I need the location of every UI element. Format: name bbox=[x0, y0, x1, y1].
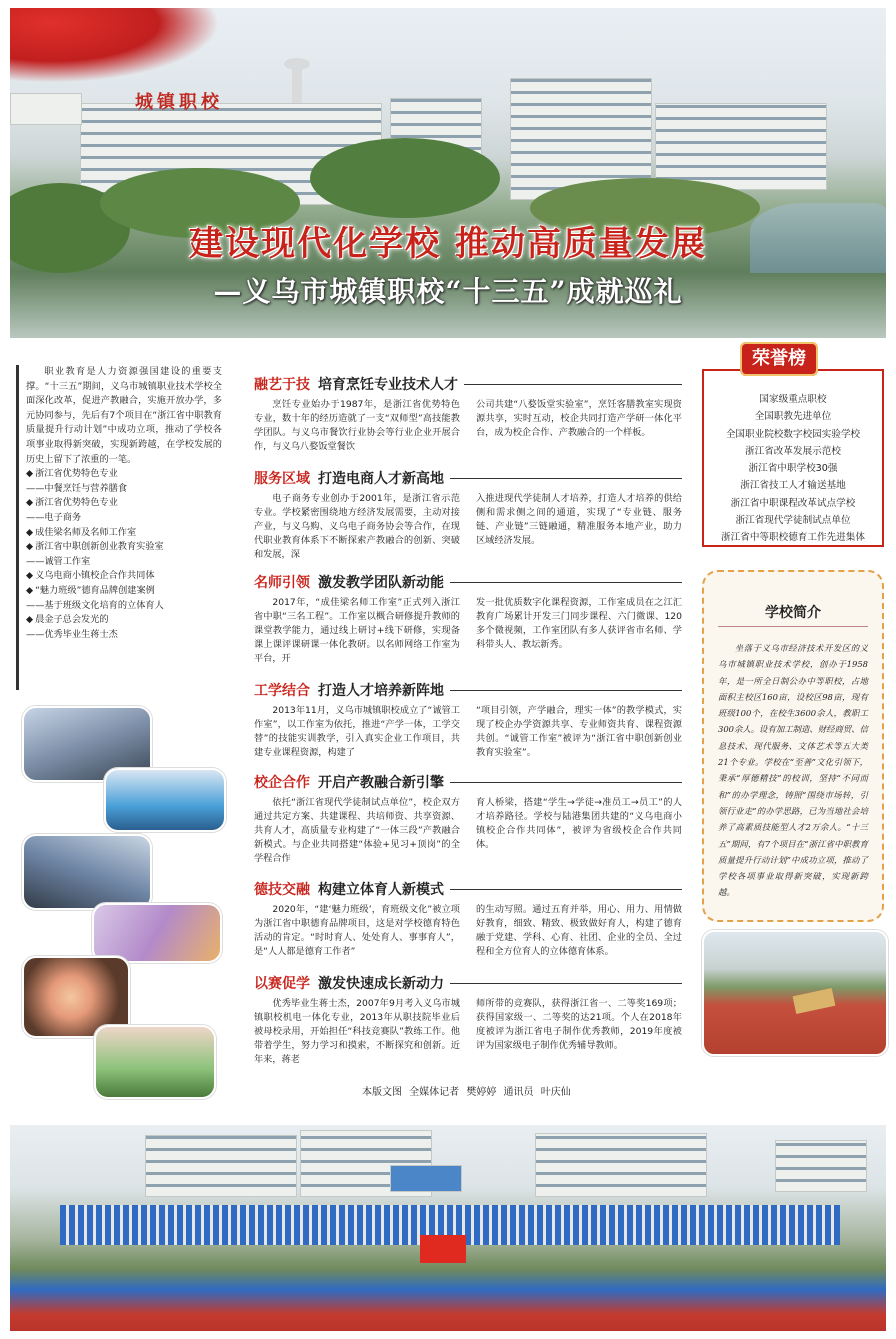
school-intro-title: 学校简介 bbox=[765, 605, 821, 621]
section-rule bbox=[450, 983, 682, 984]
list-item: ◆ “魅力班级”德育品牌创建案例 bbox=[26, 584, 222, 599]
section-heading: 构建立体育人新模式 bbox=[318, 882, 444, 898]
section-title bbox=[254, 973, 444, 993]
section-text: 电子商务专业创办于2001年，是浙江省示范专业。学校紧密围绕地方经济发展需要，主动对接产业，与义乌购、义乌电子商务协会等合作，在现代职业教育体系下不断探索产教融合的创新、突破和发展，深 bbox=[254, 493, 460, 561]
section-keyword: 名师引领 bbox=[254, 575, 310, 591]
section-text: 公司共建“八婺饭堂实验室”，烹饪客膳教室实现资源共享，实时互动，校企共同打造产学研一体化平台，成为校企合作、产教融合的一个样板。 bbox=[476, 399, 682, 439]
honor-item: 全国职教先进单位 bbox=[754, 411, 832, 423]
tree-cluster bbox=[310, 138, 500, 218]
list-item: —— 中餐烹饪与营养膳食 bbox=[26, 482, 222, 497]
honor-badge: 荣誉榜 bbox=[740, 342, 818, 376]
section-heading: 打造人才培养新阵地 bbox=[318, 683, 444, 699]
bottom-panorama-photo bbox=[10, 1125, 886, 1331]
intro-paragraph: 职业教育是人力资源强国建设的重要支撑。“十三五”期间，义乌市城镇职业技术学校全面深化改革，促进产教融合，实施开放办学，多元协同参与，先后有7个项目在“浙江省中职教育质量提升行动计划”中成功立项，推动了学校各项事业取得新突破，实现新跨越，在学校发展的历史上留下了浓重的一笔。 bbox=[26, 366, 222, 465]
section-rule bbox=[450, 582, 682, 583]
list-item: —— 优秀毕业生蒋士杰 bbox=[26, 628, 222, 643]
school-intro-box bbox=[702, 570, 884, 922]
honor-item: 浙江省中职学校30强 bbox=[748, 463, 838, 475]
school-building bbox=[775, 1140, 867, 1192]
section-competition bbox=[254, 972, 682, 1067]
school-building bbox=[535, 1133, 707, 1197]
section-text: 入推进现代学徒制人才培养，打造人才培养的供给侧和需求侧之间的通道，实现了“专业链、服务链、产业链”三链融通，精准服务本地产业，助力区域经济发展。 bbox=[476, 493, 682, 547]
section-cuisine bbox=[254, 373, 682, 454]
section-text: 发一批优质数字化课程资源，工作室成员在之江汇教育广场累计开发三门同步课程、六门微课、120多个微视频，工作室团队有多人获评省市名师、学科带头人、教坛新秀。 bbox=[476, 597, 682, 651]
honor-item: 浙江省技工人才输送基地 bbox=[740, 480, 846, 492]
section-heading: 激发快速成长新动力 bbox=[318, 976, 444, 992]
photo-cooking bbox=[94, 1025, 216, 1099]
section-rule bbox=[450, 478, 682, 479]
section-text: 2013年11月，义乌市城镇职校成立了“诚管工作室”，以工作室为依托，推进“产学一体，工学交替”的技能实训教学，引入真实企业工作项目，共建专业课程资源，构建了 bbox=[254, 705, 460, 759]
hero-banner-photo bbox=[10, 8, 886, 338]
section-industry bbox=[254, 771, 682, 866]
list-item: —— 诚管工作室 bbox=[26, 555, 222, 570]
section-text: 烹饪专业始办于1987年，是浙江省优势特色专业，数十年的经历造就了一支“双师型”高技能教学团队。与义乌市餐饮行业协会等行业企业开展合作，与义乌八婺饭堂餐饮 bbox=[254, 399, 460, 453]
section-title bbox=[254, 468, 444, 488]
national-flag bbox=[420, 1235, 466, 1263]
honor-item: 全国职业院校数字校园实验学校 bbox=[725, 428, 861, 440]
list-item: ◆ 浙江省优势特色专业 bbox=[26, 496, 222, 511]
section-heading: 开启产教融合新引擎 bbox=[318, 775, 444, 791]
section-text: 优秀毕业生蒋士杰，2007年9月考入义乌市城镇职校机电一体化专业，2013年从职技院毕业后被母校录用，开始担任“科技竞赛队”教练工作。他带着学生，努力学习和摸索，不断探究和创新。近年来，蒋老 bbox=[254, 998, 460, 1066]
honor-list bbox=[704, 391, 882, 547]
section-title bbox=[254, 572, 444, 592]
headline: 建设现代化学校 推动高质量发展 bbox=[189, 224, 707, 264]
intro-column bbox=[16, 365, 222, 690]
stage-roof bbox=[390, 1165, 462, 1192]
subheadline: —义乌市城镇职校“十三五”成就巡礼 bbox=[213, 275, 683, 308]
section-title bbox=[254, 374, 458, 394]
section-rule bbox=[450, 889, 682, 890]
honor-board bbox=[702, 369, 884, 547]
list-item: —— 电子商务 bbox=[26, 511, 222, 526]
section-text: 2017年，“成佳梁名师工作室”正式列入浙江省中职“三名工程”。工作室以概合研修提升教师的课堂教学能力，通过线上研讨+线下研修，实现备课上课评课研课一体化教研。以名师网络工作室为平台，开 bbox=[254, 597, 460, 665]
school-intro-text: 坐落于义乌市经济技术开发区的义乌市城镇职业技术学校，创办于1958年，是一所全日制公办中等职校，占地面积主校区160亩，设校区98亩，现有班级100个，在校生3600余人，教职工300余人。设有加工制造、财经商贸、信息技术、现代服务、文体艺术等五大类21个专业。学校在“至善”文化引领下，秉承“厚德精技”的校训，坚持“不同而和”的办学理念，铸照“围绕市场转，引领行业走”的办学思路，已为当地社会培养了高素质技能型人才2万余人。“十三五”期间，有7个项目在“浙江省中职教育质量提升行动计划”中成功立项，推动了学校各项事业取得新突破，实现新跨越。 bbox=[718, 643, 868, 898]
section-title bbox=[254, 879, 444, 899]
section-moral-education bbox=[254, 878, 682, 959]
list-item: —— 基于班级文化培育的立体育人 bbox=[26, 599, 222, 614]
title-underline bbox=[718, 626, 868, 627]
section-teachers bbox=[254, 571, 682, 666]
list-item: ◆ 义乌电商小镇校企合作共同体 bbox=[26, 569, 222, 584]
water-tower-top bbox=[284, 58, 310, 70]
section-rule bbox=[450, 782, 682, 783]
honor-item: 浙江省中等职校德育工作先进集体 bbox=[721, 532, 865, 544]
honor-item: 浙江省改革发展示范校 bbox=[745, 445, 841, 457]
section-text: “项目引领，产学融合，理实一体”的教学模式，实现了校企办学资源共享、专业师资共育、课程资源共创。“诚管工作室”被评为“浙江省中职创新创业教育实验室”。 bbox=[476, 705, 682, 759]
list-item: ◆ 晨金子总会发光的 bbox=[26, 613, 222, 628]
section-heading: 激发教学团队新动能 bbox=[318, 575, 444, 591]
section-keyword: 德技交融 bbox=[254, 882, 310, 898]
honor-item: 浙江省中职课程改革试点学校 bbox=[730, 497, 856, 509]
list-item: ◆ 浙江省中职创新创业教育实验室 bbox=[26, 540, 222, 555]
section-keyword: 融艺于技 bbox=[254, 377, 310, 393]
section-keyword: 服务区域 bbox=[254, 471, 310, 487]
section-rule bbox=[464, 384, 682, 385]
section-text: 的生动写照。通过五育并举，用心、用力、用情做好教育，细致、精致、极致做好育人，构建了德育融于党建、学科、心育、社团、企业的全员、全过程和全方位育人的立体德育体系。 bbox=[476, 904, 682, 958]
section-text: 2020年，“建‘魅力班级’，育班级文化”被立项为浙江省中职德育品牌项目，这是对学校德育特色活动的肯定。“时时育人、处处育人、事事育人”，是“人人都是德育工作者” bbox=[254, 904, 460, 958]
section-text: 师所带的竞赛队，获得浙江省一、二等奖169项；获得国家级一、二等奖的达21项。个人在2018年度被评为浙江省电子制作优秀教师，2019年度被评为国家级电子制作优秀辅导教师。 bbox=[476, 998, 682, 1052]
photo-parade bbox=[702, 930, 888, 1056]
section-heading: 打造电商人才新高地 bbox=[318, 471, 444, 487]
list-item: ◆ 成佳梁名师及名师工作室 bbox=[26, 526, 222, 541]
flag-banner bbox=[793, 988, 836, 1014]
honor-item: 浙江省现代学徒制试点单位 bbox=[735, 515, 851, 527]
section-keyword: 校企合作 bbox=[254, 775, 310, 791]
school-building bbox=[145, 1135, 297, 1197]
credits: 本版文图 全媒体记者 樊婷婷 通讯员 叶庆仙 bbox=[362, 1087, 571, 1098]
photo-workshop bbox=[104, 768, 226, 832]
section-keyword: 以赛促学 bbox=[254, 976, 310, 992]
section-title bbox=[254, 680, 444, 700]
project-list bbox=[26, 467, 222, 642]
section-text: 育人桥梁，搭建“学生→学徒→准员工→员工”的人才培养路径。学校与陆港集团共建的“义乌电商小镇校企合作共同体”，被评为省级校企合作共同体。 bbox=[476, 797, 682, 851]
section-rule bbox=[450, 690, 682, 691]
section-keyword: 工学结合 bbox=[254, 683, 310, 699]
red-flag-decoration bbox=[10, 8, 220, 83]
section-work-study bbox=[254, 679, 682, 760]
photo-computer-lab bbox=[22, 834, 152, 910]
section-ecommerce bbox=[254, 467, 682, 562]
honor-item: 国家级重点职校 bbox=[759, 394, 827, 405]
school-building-right bbox=[655, 103, 827, 190]
list-item: ◆ 浙江省优势特色专业 bbox=[26, 467, 222, 482]
school-building-far bbox=[10, 93, 82, 125]
section-heading: 培育烹饪专业技术人才 bbox=[318, 377, 458, 393]
section-title bbox=[254, 772, 444, 792]
section-text: 依托“浙江省现代学徒制试点单位”，校企双方通过共定方案、共建课程、共培师资、共享资源、共育人才，高质量专业构建了“一体三段”产教融合新模式。与企业共同搭建“体验+见习+顶岗”的全学程合作 bbox=[254, 797, 460, 865]
photo-event bbox=[92, 903, 222, 963]
school-sign: 城镇职校 bbox=[135, 92, 223, 113]
